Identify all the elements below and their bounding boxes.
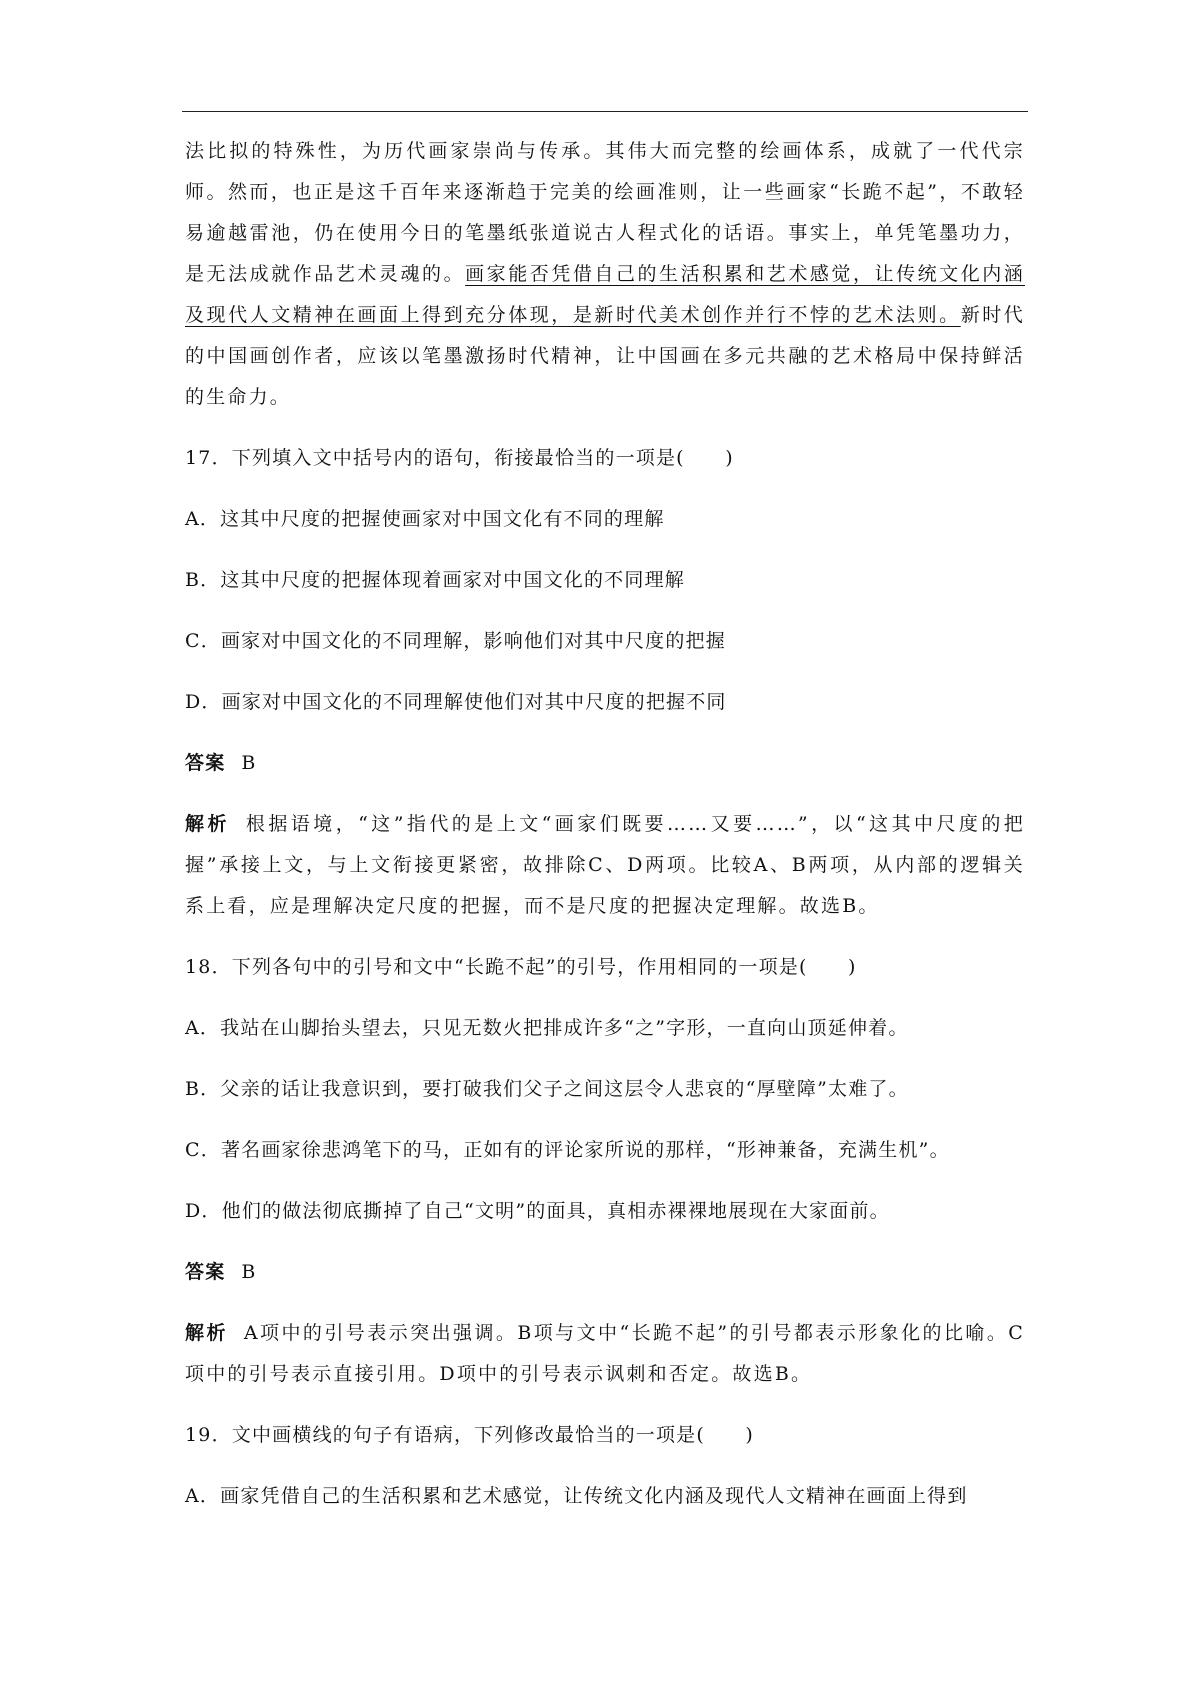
passage-text-end: 新时代的中国画创作者，应该以笔墨激扬时代精神，让中国画在多元共融的艺术格局中保持鲜活的生命力。 [185,304,1025,408]
question-17-analysis [185,804,1025,927]
header-rule [182,111,1028,112]
analysis-label: 解析 [185,813,230,835]
passage-text: 法比拟的特殊性，为历代画家崇尚与传承。其伟大而完整的绘画体系，成就了一代代宗师。然而，也正是这千百年来逐渐趋于完美的绘画准则，让一些画家“长跪不起”，不敢轻易逾越雷池，仍在使用今日的笔墨纸张道说古人程式化的话语。事实上，单凭笔墨功力，是无法成就作品艺术灵魂的。 [185,140,1025,285]
document-page [185,131,1025,1517]
question-18-answer [185,1252,1025,1293]
question-17-answer [185,743,1025,784]
question-17-option-d: D．画家对中国文化的不同理解使他们对其中尺度的把握不同 [185,691,727,713]
question-18-option-a: A．我站在山脚抬头望去，只见无数火把排成许多“之”字形，一直向山顶延伸着。 [185,1017,909,1039]
question-19-stem: 19．文中画横线的句子有语病，下列修改最恰当的一项是( ) [185,1424,755,1446]
analysis-text: 根据语境，“这”指代的是上文“画家们既要……又要……”，以“这其中尺度的把握”承接上文，与上文衔接更紧密，故排除C、D两项。比较A、B两项，从内部的逻辑关系上看，应是理解决定尺度的把握，而不是尺度的把握决定理解。故选B。 [185,813,1026,917]
question-18-option-c: C．著名画家徐悲鸿笔下的马，正如有的评论家所说的那样，“形神兼备，充满生机”。 [185,1139,950,1161]
answer-label: 答案 [185,1261,226,1283]
analysis-label: 解析 [185,1322,228,1344]
passage-paragraph [185,131,1025,418]
question-18-option-b: B．父亲的话让我意识到，要打破我们父子之间这层令人悲哀的“厚壁障”太难了。 [185,1078,909,1100]
question-17-stem: 17．下列填入文中括号内的语句，衔接最恰当的一项是( ) [185,447,734,469]
answer-value: B [241,752,257,774]
question-17-option-b: B．这其中尺度的把握体现着画家对中国文化的不同理解 [185,569,685,591]
question-17-option-a: A．这其中尺度的把握使画家对中国文化有不同的理解 [185,508,665,530]
question-18-option-d: D．他们的做法彻底撕掉了自己“文明”的面具，真相赤裸裸地展现在大家面前。 [185,1200,890,1222]
question-18-analysis [185,1313,1025,1395]
analysis-text: A项中的引号表示突出强调。B项与文中“长跪不起”的引号都表示形象化的比喻。C项中的引号表示直接引用。D项中的引号表示讽刺和否定。故选B。 [185,1322,1026,1385]
question-18-stem: 18．下列各句中的引号和文中“长跪不起”的引号，作用相同的一项是( ) [185,956,857,978]
answer-label: 答案 [185,752,226,774]
underlined-sentence: 画家能否凭借自己的生活积累和艺术感觉，让传统文化内涵及现代人文精神在画面上得到充分体现，是新时代美术创作并行不悖的艺术法则。 [185,263,1026,326]
answer-value: B [241,1261,257,1283]
question-17-option-c: C．画家对中国文化的不同理解，影响他们对其中尺度的把握 [185,630,726,652]
question-19-option-a: A．画家凭借自己的生活积累和艺术感觉，让传统文化内涵及现代人文精神在画面上得到 [185,1485,968,1507]
